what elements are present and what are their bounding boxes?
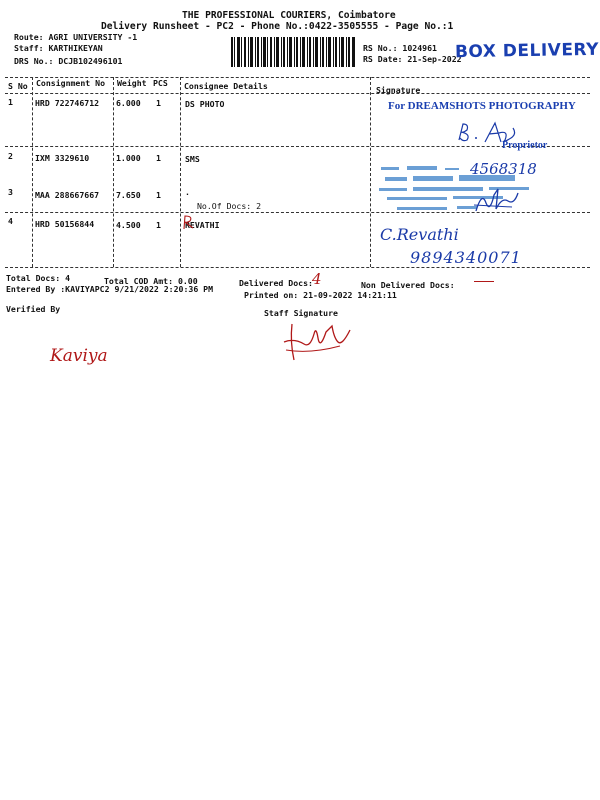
row4-pcs: 1 xyxy=(156,220,161,230)
dreamshots-stamp: For DREAMSHOTS PHOTOGRAPHY xyxy=(388,100,576,112)
entered-by: Entered By :KAVIYAPC2 9/21/2022 2:20:36 PM xyxy=(6,284,214,294)
runsheet-title: Delivery Runsheet - PC2 - Phone No.:0422-3505555 - Page No.:1 xyxy=(101,21,454,32)
row4-sno: 4 xyxy=(8,216,13,226)
barcode xyxy=(231,37,355,67)
row1-sno: 1 xyxy=(8,97,13,107)
rs-number: RS No.: 1024961 xyxy=(363,43,437,53)
row1-weight: 6.000 xyxy=(116,98,141,108)
company-name: THE PROFESSIONAL COURIERS, Coimbatore xyxy=(182,10,396,21)
total-cod-amount: Total COD Amt: 0.00 xyxy=(104,276,198,286)
verified-by-handwritten: Kaviya xyxy=(50,346,108,366)
row2-consignment: IXM 3329610 xyxy=(35,153,90,163)
box-delivery-stamp: BOX DELIVERY xyxy=(454,39,600,63)
non-delivered-docs: Non Delivered Docs: xyxy=(361,280,455,290)
row2-pcs: 1 xyxy=(156,153,161,163)
row3-consignment: MAA 288667667 xyxy=(35,190,100,200)
row3-weight: 7.650 xyxy=(116,190,141,200)
col-divider xyxy=(113,77,114,267)
delivered-docs-handwritten: 4 xyxy=(312,270,322,288)
col-header-consignee: Consignee Details xyxy=(184,81,268,91)
row2-weight: 1.000 xyxy=(116,153,141,163)
row1-consignee: DS PHOTO xyxy=(185,99,225,109)
row1-pcs: 1 xyxy=(156,98,161,108)
row3-sno: 3 xyxy=(8,187,13,197)
row3-docs-count: No.Of Docs: 2 xyxy=(197,201,262,211)
col-header-sno: S No xyxy=(8,81,28,91)
delivered-docs: Delivered Docs: xyxy=(239,278,313,288)
row4-signed-phone: 9894340071 xyxy=(410,248,522,267)
proprietor-stamp: Proprietor xyxy=(502,140,548,151)
col-divider xyxy=(32,77,33,267)
staff-signature-mark xyxy=(280,320,360,366)
col-header-signature: Signature xyxy=(376,85,421,95)
row2-handwritten-number: 4568318 xyxy=(470,160,537,178)
staff-label: Staff: KARTHIKEYAN xyxy=(14,43,103,53)
row-rule xyxy=(5,212,590,213)
drs-number: DRS No.: DCJB102496101 xyxy=(14,56,123,66)
row3-signature xyxy=(472,185,522,219)
col-header-pcs: PCS xyxy=(153,78,168,88)
row4-signed-name: C.Revathi xyxy=(380,225,459,244)
col-header-weight: Weight xyxy=(117,78,147,88)
row4-consignment: HRD 50156844 xyxy=(35,219,95,229)
table-header-rule xyxy=(5,93,590,94)
row4-consignee: REVATHI xyxy=(185,220,220,230)
row2-sno: 2 xyxy=(8,151,13,161)
row2-consignee: SMS xyxy=(185,154,200,164)
row4-weight: 4.500 xyxy=(116,220,141,230)
table-bottom-rule xyxy=(5,267,590,268)
printed-on: Printed on: 21-09-2022 14:21:11 xyxy=(244,290,397,300)
route-label: Route: AGRI UNIVERSITY -1 xyxy=(14,32,138,42)
row4-initial-mark xyxy=(181,214,195,234)
col-divider xyxy=(180,77,181,267)
col-divider xyxy=(370,77,371,267)
total-docs: Total Docs: 4 xyxy=(6,273,71,283)
row3-consignee: . xyxy=(185,187,190,197)
rs-date: RS Date: 21-Sep-2022 xyxy=(363,54,462,64)
non-delivered-dash xyxy=(474,281,494,282)
staff-signature-label: Staff Signature xyxy=(264,308,338,318)
col-header-consignment: Consignment No xyxy=(36,78,106,88)
verified-by-label: Verified By xyxy=(6,304,61,314)
row1-consignment: HRD 722746712 xyxy=(35,98,100,108)
row3-pcs: 1 xyxy=(156,190,161,200)
